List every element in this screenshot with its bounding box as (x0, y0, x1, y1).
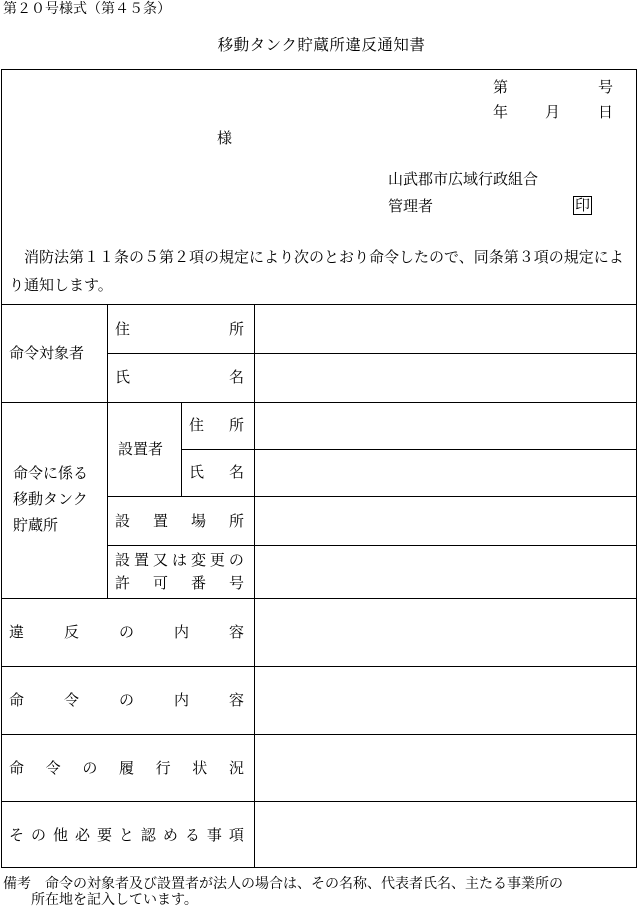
address-label (115, 322, 244, 337)
remark-line2: 所在地を記入しています。 (31, 892, 198, 908)
seal-mark (573, 196, 592, 215)
violation-label (9, 625, 244, 640)
order-status-char: 令 (45, 759, 61, 777)
divider (107, 545, 637, 546)
seal-text: 印 (575, 196, 591, 214)
issuer-organization: 山武郡市広域行政組合 (388, 170, 539, 188)
permit-label-line1 (115, 553, 244, 568)
order-target-label: 命令対象者 (9, 344, 85, 362)
location-char: 置 (152, 512, 168, 530)
other-items-label (9, 828, 244, 843)
permit-char: 号 (228, 574, 244, 592)
remark-line1: 備考 命令の対象者及び設置者が法人の場合は、その名称、代表者氏名、主たる事業所の (3, 876, 563, 892)
installer-name-label (189, 465, 244, 480)
order-status-char: 履 (118, 759, 134, 777)
address-char: 住 (115, 320, 131, 338)
other-char: そ (9, 826, 25, 844)
other-char: 認 (140, 826, 156, 844)
order-content-char: 命 (9, 691, 25, 709)
install-location-label (115, 514, 244, 529)
permit-char: は (171, 551, 187, 569)
order-status-char: 況 (228, 759, 244, 777)
permit-char: 又 (152, 551, 168, 569)
addressee-suffix: 様 (217, 129, 233, 147)
violation-char: 容 (228, 623, 244, 641)
tank-label-line2: 移動タンク (13, 490, 88, 508)
divider (107, 353, 637, 354)
notice-text: 消防法第１１条の５第２項の規定により次のとおり命令したので、同条第３項の規定により通知します。 (9, 248, 624, 294)
divider (107, 496, 637, 497)
order-status-char: 状 (192, 759, 208, 777)
order-content-char: 内 (173, 691, 189, 709)
order-content-label (9, 693, 244, 708)
divider (1, 598, 637, 599)
date-month: 月 (545, 103, 561, 121)
name-char: 名 (228, 368, 244, 386)
tank-label-line3: 貯蔵所 (13, 516, 59, 534)
other-char: 必 (74, 826, 90, 844)
order-status-label (9, 761, 244, 776)
permit-char: 可 (152, 574, 168, 592)
other-char: と (118, 826, 134, 844)
permit-char: 変 (190, 551, 206, 569)
permit-label-line2 (115, 576, 244, 591)
tank-label-line1: 命令に係る (13, 464, 89, 482)
permit-char: の (228, 551, 244, 569)
date-day: 日 (598, 103, 614, 121)
violation-char: 内 (173, 623, 189, 641)
number-suffix: 号 (598, 78, 614, 96)
installer-label: 設置者 (118, 440, 164, 458)
other-char: の (30, 826, 46, 844)
other-char: 他 (52, 826, 68, 844)
installer-name-char: 名 (228, 463, 244, 481)
divider (1, 402, 637, 403)
location-char: 場 (190, 512, 206, 530)
number-label: 第 (493, 78, 509, 96)
violation-char: 反 (63, 623, 79, 641)
divider (1, 801, 637, 802)
name-char: 氏 (115, 368, 131, 386)
order-status-char: の (82, 759, 98, 777)
installer-address-char: 住 (189, 416, 205, 434)
order-content-char: 令 (63, 691, 79, 709)
order-content-char: 容 (228, 691, 244, 709)
installer-address-label (189, 418, 244, 433)
order-status-char: 命 (9, 759, 25, 777)
other-char: 事 (206, 826, 222, 844)
permit-char: 更 (209, 551, 225, 569)
divider (1, 666, 637, 667)
permit-char: 設 (115, 551, 131, 569)
order-status-char: 行 (155, 759, 171, 777)
installer-name-char: 氏 (189, 463, 205, 481)
other-char: 要 (96, 826, 112, 844)
order-content-char: の (118, 691, 134, 709)
permit-char: 番 (190, 574, 206, 592)
violation-char: 違 (9, 623, 25, 641)
divider (181, 449, 637, 450)
divider (1, 734, 637, 735)
document-title: 移動タンク貯蔵所違反通知書 (217, 36, 426, 54)
installer-address-char: 所 (228, 416, 244, 434)
other-char: め (162, 826, 178, 844)
violation-char: の (118, 623, 134, 641)
location-char: 所 (228, 512, 244, 530)
other-char: 項 (228, 826, 244, 844)
form-number: 第２０号様式（第４５条） (3, 1, 171, 17)
divider (181, 402, 182, 496)
divider (1, 304, 637, 305)
other-char: る (184, 826, 200, 844)
remark (3, 876, 643, 908)
issuer-role: 管理者 (388, 197, 434, 215)
divider (107, 304, 108, 598)
permit-char: 許 (115, 574, 131, 592)
permit-char: 置 (133, 551, 149, 569)
date-year: 年 (493, 103, 509, 121)
divider (254, 304, 255, 868)
location-char: 設 (115, 512, 131, 530)
name-label (115, 370, 244, 385)
form-frame (1, 69, 637, 868)
address-char: 所 (228, 320, 244, 338)
